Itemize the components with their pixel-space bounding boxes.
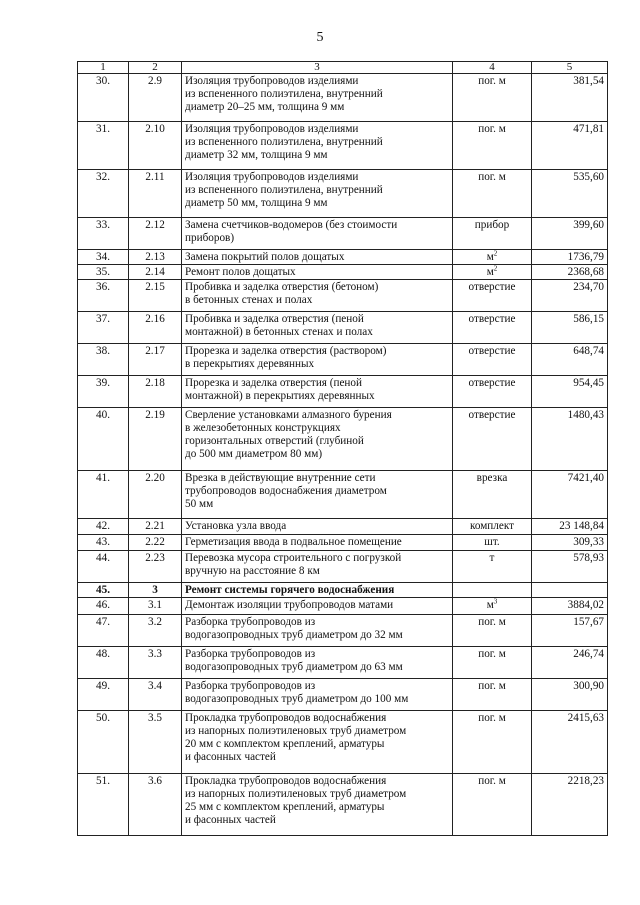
table-row <box>78 598 608 615</box>
unit-text: комплект <box>469 520 515 532</box>
description-line: 50 мм <box>185 498 214 510</box>
price-cell: 2368,68 <box>532 265 608 280</box>
row-number-cell: 36. <box>78 280 129 312</box>
table-row <box>78 312 608 344</box>
unit-cell <box>453 280 532 312</box>
header-col-3: 3 <box>182 62 453 74</box>
price-cell: 157,67 <box>532 615 608 647</box>
unit-text: отверстие <box>468 313 516 325</box>
description-cell <box>182 280 453 312</box>
unit-cell <box>453 679 532 711</box>
item-code-cell: 2.17 <box>129 344 182 376</box>
row-number-cell: 38. <box>78 344 129 376</box>
unit-cell <box>453 647 532 679</box>
row-number-cell: 31. <box>78 122 129 170</box>
row-number-cell: 40. <box>78 408 129 471</box>
unit-text: пог. м <box>478 775 506 787</box>
description-cell <box>182 535 453 551</box>
unit-text: прибор <box>474 219 510 231</box>
description-line: Изоляция трубопроводов изделиями <box>185 75 359 87</box>
unit-text: м <box>486 599 494 611</box>
page-number: 5 <box>316 30 324 45</box>
description-line: Разборка трубопроводов из <box>185 648 316 660</box>
description-cell <box>182 679 453 711</box>
table-row <box>78 218 608 250</box>
item-code-cell: 2.19 <box>129 408 182 471</box>
price-cell: 586,15 <box>532 312 608 344</box>
price-cell: 309,33 <box>532 535 608 551</box>
description-line: Пробивка и заделка отверстия (пеной <box>185 313 364 325</box>
unit-exponent: 2 <box>493 249 498 258</box>
unit-exponent: 2 <box>493 264 498 273</box>
row-number-cell: 30. <box>78 74 129 122</box>
row-number-cell: 48. <box>78 647 129 679</box>
description-cell <box>182 711 453 774</box>
description-line: вручную на расстояние 8 км <box>185 565 320 577</box>
description-cell <box>182 408 453 471</box>
description-line: Разборка трубопроводов из <box>185 680 316 692</box>
description-line: Прорезка и заделка отверстия (пеной <box>185 377 362 389</box>
price-cell: 2218,23 <box>532 774 608 836</box>
item-code-cell: 2.10 <box>129 122 182 170</box>
description-line: Ремонт системы горячего водоснабжения <box>185 584 395 596</box>
unit-cell <box>453 519 532 535</box>
description-line: и фасонных частей <box>185 814 276 826</box>
description-line: диаметр 32 мм, толщина 9 мм <box>185 149 328 161</box>
unit-text: отверстие <box>468 281 516 293</box>
description-line: Демонтаж изоляции трубопроводов матами <box>185 599 394 611</box>
row-number-cell: 32. <box>78 170 129 218</box>
unit-cell <box>453 170 532 218</box>
description-line: до 500 мм диаметром 80 мм) <box>185 448 323 460</box>
description-cell <box>182 250 453 265</box>
item-code-cell: 2.22 <box>129 535 182 551</box>
description-line: Прорезка и заделка отверстия (раствором) <box>185 345 387 357</box>
table-row <box>78 265 608 280</box>
row-number-cell: 49. <box>78 679 129 711</box>
price-cell: 2415,63 <box>532 711 608 774</box>
price-cell: 300,90 <box>532 679 608 711</box>
table-row <box>78 471 608 519</box>
price-cell: 1736,79 <box>532 250 608 265</box>
description-cell <box>182 615 453 647</box>
description-line: из напорных полиэтиленовых труб диаметром <box>185 788 407 800</box>
item-code-cell: 2.12 <box>129 218 182 250</box>
item-code-cell: 3 <box>129 583 182 598</box>
description-cell <box>182 647 453 679</box>
price-cell <box>532 583 608 598</box>
unit-cell <box>453 535 532 551</box>
price-cell: 1480,43 <box>532 408 608 471</box>
description-line: Прокладка трубопроводов водоснабжения <box>185 775 387 787</box>
price-cell: 535,60 <box>532 170 608 218</box>
description-line: 20 мм с комплектом креплений, арматуры <box>185 738 385 750</box>
description-cell <box>182 583 453 598</box>
row-number-cell: 50. <box>78 711 129 774</box>
unit-cell <box>453 265 532 280</box>
description-line: в перекрытиях деревянных <box>185 358 315 370</box>
description-line: и фасонных частей <box>185 751 276 763</box>
unit-text: т <box>489 552 495 564</box>
item-code-cell: 2.15 <box>129 280 182 312</box>
unit-text: отверстие <box>468 377 516 389</box>
unit-text: пог. м <box>478 123 506 135</box>
table-row <box>78 519 608 535</box>
item-code-cell: 2.20 <box>129 471 182 519</box>
unit-cell <box>453 408 532 471</box>
price-cell: 381,54 <box>532 74 608 122</box>
item-code-cell: 2.13 <box>129 250 182 265</box>
price-cell: 954,45 <box>532 376 608 408</box>
unit-cell <box>453 312 532 344</box>
unit-cell <box>453 218 532 250</box>
item-code-cell: 3.4 <box>129 679 182 711</box>
price-cell: 7421,40 <box>532 471 608 519</box>
unit-exponent: 3 <box>493 597 498 606</box>
description-line: Замена счетчиков-водомеров (без стоимости <box>185 219 398 231</box>
row-number-cell: 34. <box>78 250 129 265</box>
unit-cell <box>453 74 532 122</box>
description-line: из вспененного полиэтилена, внутренний <box>185 184 383 196</box>
table-row <box>78 615 608 647</box>
price-cell: 234,70 <box>532 280 608 312</box>
table-header-row <box>78 62 608 74</box>
unit-text: шт. <box>484 536 500 548</box>
description-cell <box>182 122 453 170</box>
description-cell <box>182 376 453 408</box>
description-cell <box>182 774 453 836</box>
unit-text: пог. м <box>478 648 506 660</box>
item-code-cell: 2.18 <box>129 376 182 408</box>
description-line: водогазопроводных труб диаметром до 32 мм <box>185 629 403 641</box>
description-line: Изоляция трубопроводов изделиями <box>185 123 359 135</box>
description-cell <box>182 344 453 376</box>
description-line: диаметр 50 мм, толщина 9 мм <box>185 197 328 209</box>
unit-text: м <box>486 251 494 263</box>
item-code-cell: 2.16 <box>129 312 182 344</box>
unit-text: пог. м <box>478 680 506 692</box>
unit-cell <box>453 774 532 836</box>
unit-text: м <box>486 266 494 278</box>
description-line: Сверление установками алмазного бурения <box>185 409 392 421</box>
unit-cell <box>453 376 532 408</box>
table-row <box>78 711 608 774</box>
unit-cell <box>453 711 532 774</box>
unit-cell <box>453 250 532 265</box>
row-number-cell: 37. <box>78 312 129 344</box>
unit-text: пог. м <box>478 171 506 183</box>
table-row <box>78 774 608 836</box>
description-line: диаметр 20–25 мм, толщина 9 мм <box>185 101 345 113</box>
unit-text: пог. м <box>478 616 506 628</box>
price-cell: 246,74 <box>532 647 608 679</box>
description-line: Герметизация ввода в подвальное помещение <box>185 536 402 548</box>
unit-cell <box>453 598 532 615</box>
unit-text: отверстие <box>468 345 516 357</box>
header-col-1: 1 <box>78 62 129 74</box>
item-code-cell: 3.1 <box>129 598 182 615</box>
description-line: в железобетонных конструкциях <box>185 422 341 434</box>
item-code-cell: 2.9 <box>129 74 182 122</box>
item-code-cell: 3.2 <box>129 615 182 647</box>
item-code-cell: 3.5 <box>129 711 182 774</box>
table-row <box>78 344 608 376</box>
item-code-cell: 3.6 <box>129 774 182 836</box>
row-number-cell: 51. <box>78 774 129 836</box>
description-line: Изоляция трубопроводов изделиями <box>185 171 359 183</box>
description-cell <box>182 265 453 280</box>
table-row <box>78 551 608 583</box>
description-line: Прокладка трубопроводов водоснабжения <box>185 712 387 724</box>
table-row <box>78 535 608 551</box>
table-row <box>78 408 608 471</box>
description-line: Пробивка и заделка отверстия (бетоном) <box>185 281 379 293</box>
item-code-cell: 3.3 <box>129 647 182 679</box>
description-line: трубопроводов водоснабжения диаметром <box>185 485 387 497</box>
unit-text: пог. м <box>478 75 506 87</box>
price-cell: 578,93 <box>532 551 608 583</box>
price-cell: 23 148,84 <box>532 519 608 535</box>
unit-text: отверстие <box>468 409 516 421</box>
header-col-2: 2 <box>129 62 182 74</box>
description-line: монтажной) в перекрытиях деревянных <box>185 390 375 402</box>
row-number-cell: 46. <box>78 598 129 615</box>
table-row <box>78 280 608 312</box>
description-line: приборов) <box>185 232 235 244</box>
row-number-cell: 41. <box>78 471 129 519</box>
description-line: водогазопроводных труб диаметром до 63 мм <box>185 661 403 673</box>
header-col-5: 5 <box>532 62 608 74</box>
unit-cell <box>453 122 532 170</box>
section-row <box>78 583 608 598</box>
price-table <box>77 61 608 836</box>
description-cell <box>182 519 453 535</box>
description-cell <box>182 74 453 122</box>
description-line: монтажной) в бетонных стенах и полах <box>185 326 373 338</box>
table-row <box>78 647 608 679</box>
item-code-cell: 2.23 <box>129 551 182 583</box>
description-line: 25 мм с комплектом креплений, арматуры <box>185 801 385 813</box>
item-code-cell: 2.21 <box>129 519 182 535</box>
row-number-cell: 33. <box>78 218 129 250</box>
description-line: из вспененного полиэтилена, внутренний <box>185 88 383 100</box>
item-code-cell: 2.11 <box>129 170 182 218</box>
table-row <box>78 122 608 170</box>
description-line: в бетонных стенах и полах <box>185 294 313 306</box>
description-line: Ремонт полов дощатых <box>185 266 296 278</box>
row-number-cell: 44. <box>78 551 129 583</box>
description-line: Врезка в действующие внутренние сети <box>185 472 376 484</box>
price-cell: 648,74 <box>532 344 608 376</box>
table-row <box>78 170 608 218</box>
table-row <box>78 74 608 122</box>
header-col-4: 4 <box>453 62 532 74</box>
description-line: из вспененного полиэтилена, внутренний <box>185 136 383 148</box>
description-line: из напорных полиэтиленовых труб диаметром <box>185 725 407 737</box>
table-row <box>78 376 608 408</box>
unit-cell <box>453 551 532 583</box>
table-row <box>78 679 608 711</box>
unit-cell <box>453 583 532 598</box>
row-number-cell: 39. <box>78 376 129 408</box>
row-number-cell: 35. <box>78 265 129 280</box>
description-cell <box>182 218 453 250</box>
unit-cell <box>453 615 532 647</box>
row-number-cell: 42. <box>78 519 129 535</box>
unit-cell <box>453 344 532 376</box>
table-body <box>78 62 608 836</box>
description-line: горизонтальных отверстий (глубиной <box>185 435 364 447</box>
price-cell: 399,60 <box>532 218 608 250</box>
description-cell <box>182 551 453 583</box>
row-number-cell: 43. <box>78 535 129 551</box>
description-cell <box>182 170 453 218</box>
item-code-cell: 2.14 <box>129 265 182 280</box>
description-line: водогазопроводных труб диаметром до 100 мм <box>185 693 409 705</box>
description-line: Разборка трубопроводов из <box>185 616 316 628</box>
description-cell <box>182 598 453 615</box>
unit-text: пог. м <box>478 712 506 724</box>
price-cell: 471,81 <box>532 122 608 170</box>
description-cell <box>182 471 453 519</box>
description-line: Замена покрытий полов дощатых <box>185 251 345 263</box>
description-line: Установка узла ввода <box>185 520 287 532</box>
description-cell <box>182 312 453 344</box>
unit-text: врезка <box>476 472 508 484</box>
description-line: Перевозка мусора строительного с погрузкой <box>185 552 402 564</box>
price-cell: 3884,02 <box>532 598 608 615</box>
table-row <box>78 250 608 265</box>
row-number-cell: 47. <box>78 615 129 647</box>
row-number-cell: 45. <box>78 583 129 598</box>
unit-cell <box>453 471 532 519</box>
